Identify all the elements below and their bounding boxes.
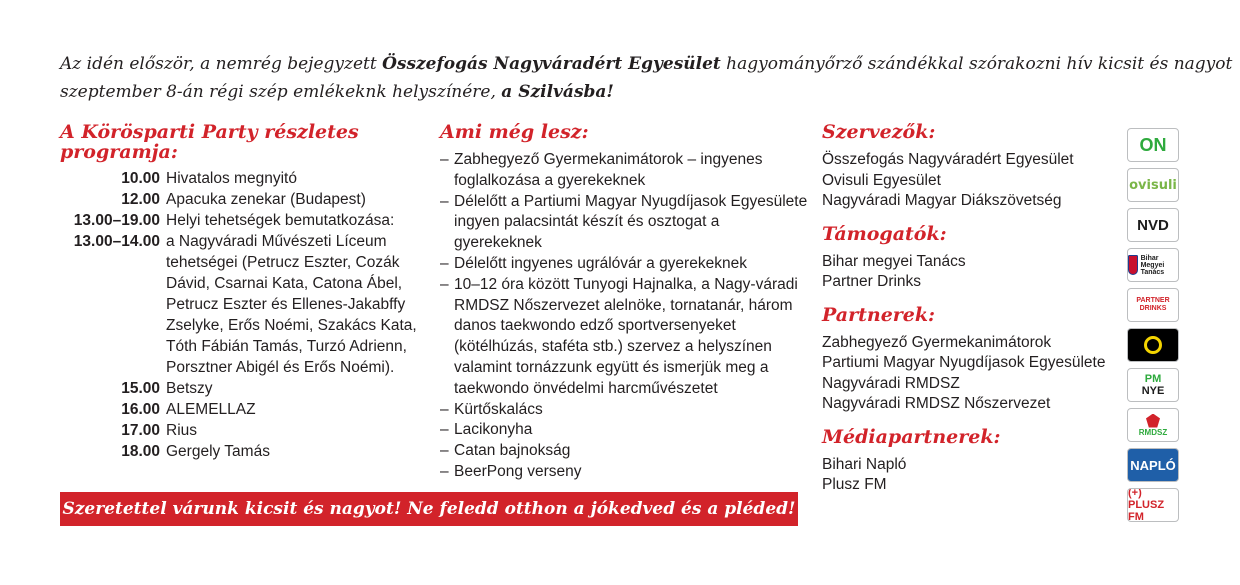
pmnye-logo: PM NYE [1127, 368, 1179, 402]
list-item: – Kürtőskalács [440, 400, 543, 418]
tulip-icon [1146, 414, 1160, 428]
extras-column [440, 122, 810, 483]
list-item: – Lacikonyha [440, 421, 533, 439]
list-item: – Catan bajnokság [440, 442, 571, 460]
program-row: 18.00 Gergely Tamás [121, 443, 270, 460]
section-line: Ovisuli Egyesület [822, 171, 941, 189]
sponsors-column [822, 122, 1122, 508]
logo-column [1127, 128, 1181, 528]
partner-drinks-logo: PARTNER DRINKS [1127, 288, 1179, 322]
zabhegyezo-logo [1127, 328, 1179, 362]
section-title: Partnerek: [822, 303, 936, 326]
bihar-council-logo: Bihar Megyei Tanács [1127, 248, 1179, 282]
welcome-banner: Szeretettel várunk kicsit és nagyot! Ne feledd otthon a jókedved és a pléded! [60, 492, 798, 526]
intro-line-2: szeptember 8-án régi szép emlékeknk helyszínére, a Szilvásba! [60, 82, 614, 102]
program-title: A Körösparti Party részletes programja: [60, 121, 359, 163]
section-line: Partner Drinks [822, 273, 922, 290]
program-row: 13.00–14.00 a Nagyváradi Művészeti Líceum tehetségei (Petrucz Eszter, Cozák Dávid, Csarnai Kata, Catona Ábel, Petrucz Eszter és Ellenes-Jakabffy Zselyke, Erős Noémi, Szakács Kata, Tóth Fábián Tamás, Turzó Adrienn, Porsztner Abigél és Erős Noémi). [73, 233, 417, 376]
program-row: 16.00 ALEMELLAZ [121, 401, 256, 418]
coat-of-arms-icon [1128, 255, 1138, 275]
section-title: Támogatók: [822, 222, 947, 245]
partners-section [822, 305, 1122, 415]
extras-title: Ami még lesz: [440, 121, 589, 143]
section-line: Összefogás Nagyváradért Egyesület [822, 151, 1074, 168]
list-item: – BeerPong verseny [440, 462, 582, 480]
supporters-section [822, 224, 1122, 293]
ovisuli-logo: ovisuli [1127, 168, 1179, 202]
section-title: Szervezők: [822, 121, 936, 143]
program-row: 15.00 Betszy [121, 380, 213, 397]
intro-line-1: Az idén először, a nemrég bejegyzett Összefogás Nagyváradért Egyesület hagyományőrző szándékkal szórakozni hív kicsit és nagyot [60, 54, 1233, 74]
list-item: – 10–12 óra között Tunyogi Hajnalka, a Nagy-váradi RMDSZ Nőszervezet alelnöke, tornatanár, három danos taekwondo edző sportversenyeket (kötélhúzás, staféta stb.) szervez a helyszínen valamint tornázzunk együtt és ismerjük meg a taekwondo önvédelmi harcművészetet [440, 275, 798, 397]
section-line: Plusz FM [822, 476, 887, 493]
organizers-section [822, 122, 1122, 212]
on-logo: ON [1127, 128, 1179, 162]
list-item: – Zabhegyező Gyermekanimátorok – ingyenes foglalkozása a gyerekeknek [440, 151, 763, 189]
program-row: 17.00 Rius [121, 422, 198, 439]
association-name: Összefogás Nagyváradért Egyesület [382, 54, 721, 74]
section-line: Zabhegyező Gyermekanimátorok [822, 333, 1052, 351]
media-partners-section [822, 427, 1122, 496]
section-line: Nagyváradi RMDSZ [822, 374, 960, 392]
program-row: 13.00–19.00 Helyi tehetségek bemutatkozása: [73, 212, 395, 229]
section-line: Partiumi Magyar Nyugdíjasok Egyesülete [822, 354, 1106, 371]
program-row: 10.00 Hivatalos megnyitó [121, 170, 297, 187]
section-line: Nagyváradi RMDSZ Nőszervezet [822, 395, 1051, 412]
section-line: Bihar megyei Tanács [822, 252, 966, 270]
program-row: 12.00 Apacuka zenekar (Budapest) [121, 191, 366, 208]
program-column [60, 122, 430, 462]
plusz-fm-logo: (+) PLUSZ FM [1127, 488, 1179, 522]
emblem-icon [1144, 336, 1162, 354]
nvd-logo: NVD [1127, 208, 1179, 242]
section-line: Nagyváradi Magyar Diákszövetség [822, 192, 1062, 209]
venue-name: a Szilvásba! [501, 82, 614, 102]
list-item: – Délelőtt a Partiumi Magyar Nyugdíjasok Egyesülete ingyen palacsintát készít és osztogat a gyerekeknek [440, 192, 808, 252]
intro-text [60, 50, 1233, 106]
list-item: – Délelőtt ingyenes ugrálóvár a gyerekeknek [440, 254, 747, 272]
section-title: Médiapartnerek: [822, 425, 1001, 448]
rmdsz-logo: RMDSZ [1127, 408, 1179, 442]
section-line: Bihari Napló [822, 455, 907, 473]
bihari-naplo-logo: NAPLÓ [1127, 448, 1179, 482]
